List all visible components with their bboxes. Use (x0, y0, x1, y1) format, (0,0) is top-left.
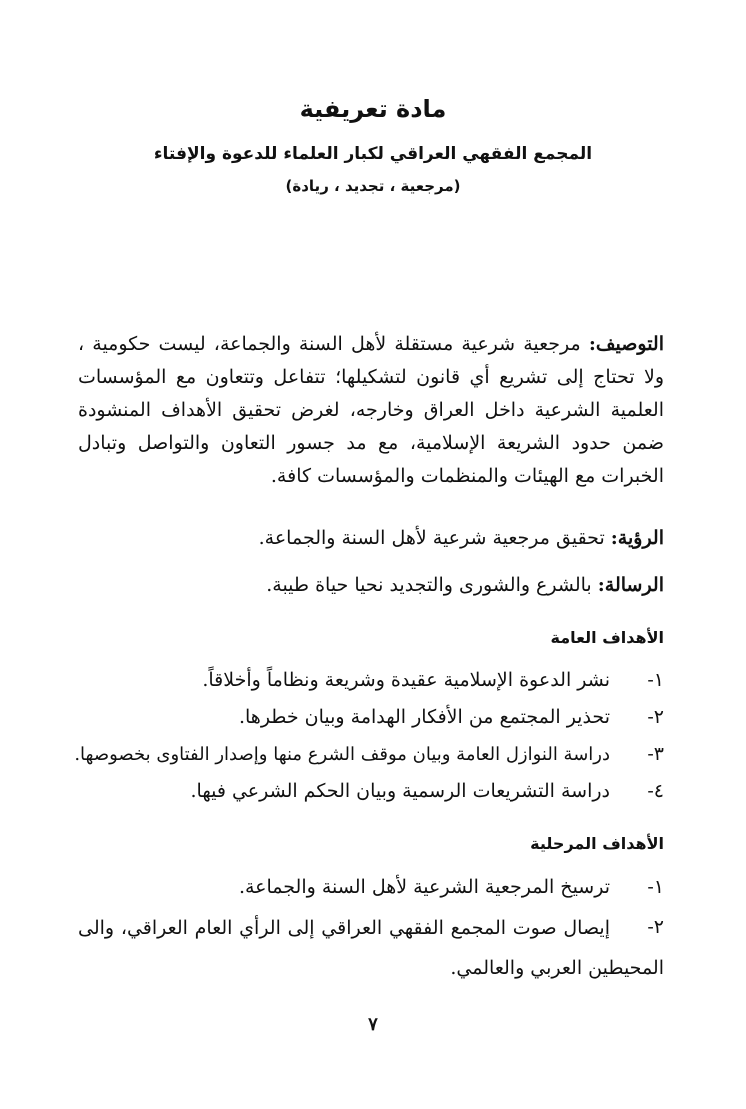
vision-label: الرؤية: (610, 527, 664, 549)
mission-line (74, 574, 664, 596)
description-text: مرجعية شرعية مستقلة لأهل السنة والجماعة، ليست حكومية ، ولا تحتاج إلى تشريع أي قانون لتشكيلها؛ تتفاعل وتتعاون مع المؤسسات العلمية الشرعية داخل العراق وخارجه، لغرض تحقيق الأهداف المنشودة ضمن حدود الشريعة الإسلامية، مع مد جسور التعاون والتواصل وتبادل الخبرات مع الهيئات والمنظمات والمؤسسات كافة. (78, 333, 664, 487)
list-item-number: ٢- (647, 916, 664, 938)
description-label: التوصيف: (588, 333, 664, 355)
list-item (78, 911, 664, 988)
page-tagline: (مرجعية ، تجديد ، ريادة) (285, 177, 461, 195)
general-goals-title: الأهداف العامة (550, 628, 664, 647)
list-item-text: ترسيخ المرجعية الشرعية لأهل السنة والجماعة. (238, 876, 610, 898)
mission-label: الرسالة: (597, 574, 664, 596)
list-item (24, 738, 664, 771)
list-item-number: ٢- (647, 706, 664, 728)
phase-goals-title: الأهداف المرحلية (530, 834, 664, 853)
list-item (74, 775, 664, 808)
vision-line (74, 527, 664, 549)
description-paragraph (78, 328, 664, 493)
list-item-number: ١- (647, 876, 664, 898)
page-title: مادة تعريفية (299, 95, 447, 123)
list-item-text: دراسة النوازل العامة وبيان موقف الشرع منها وإصدار الفتاوى بخصوصها. (74, 744, 610, 765)
list-item-text: إيصال صوت المجمع الفقهي العراقي إلى الرأي العام العراقي، والى المحيطين العربي والعالمي. (78, 917, 664, 979)
list-item (74, 664, 664, 697)
list-item-number: ٣- (647, 743, 664, 765)
list-item-text: نشر الدعوة الإسلامية عقيدة وشريعة ونظاماً وأخلاقاً. (202, 669, 610, 691)
list-item-number: ٤- (647, 780, 664, 802)
mission-text: بالشرع والشورى والتجديد نحيا حياة طيبة. (266, 574, 598, 596)
list-item-text: تحذير المجتمع من الأفكار الهدامة وبيان خطرها. (238, 706, 610, 728)
page-subtitle: المجمع الفقهي العراقي لكبار العلماء للدعوة والإفتاء (153, 144, 593, 164)
list-item (74, 871, 664, 904)
vision-text: تحقيق مرجعية شرعية لأهل السنة والجماعة. (258, 527, 611, 549)
list-item-text: دراسة التشريعات الرسمية وبيان الحكم الشرعي فيها. (190, 780, 610, 802)
list-item (74, 701, 664, 734)
page-number: ٧ (368, 1014, 378, 1035)
list-item-number: ١- (647, 669, 664, 691)
